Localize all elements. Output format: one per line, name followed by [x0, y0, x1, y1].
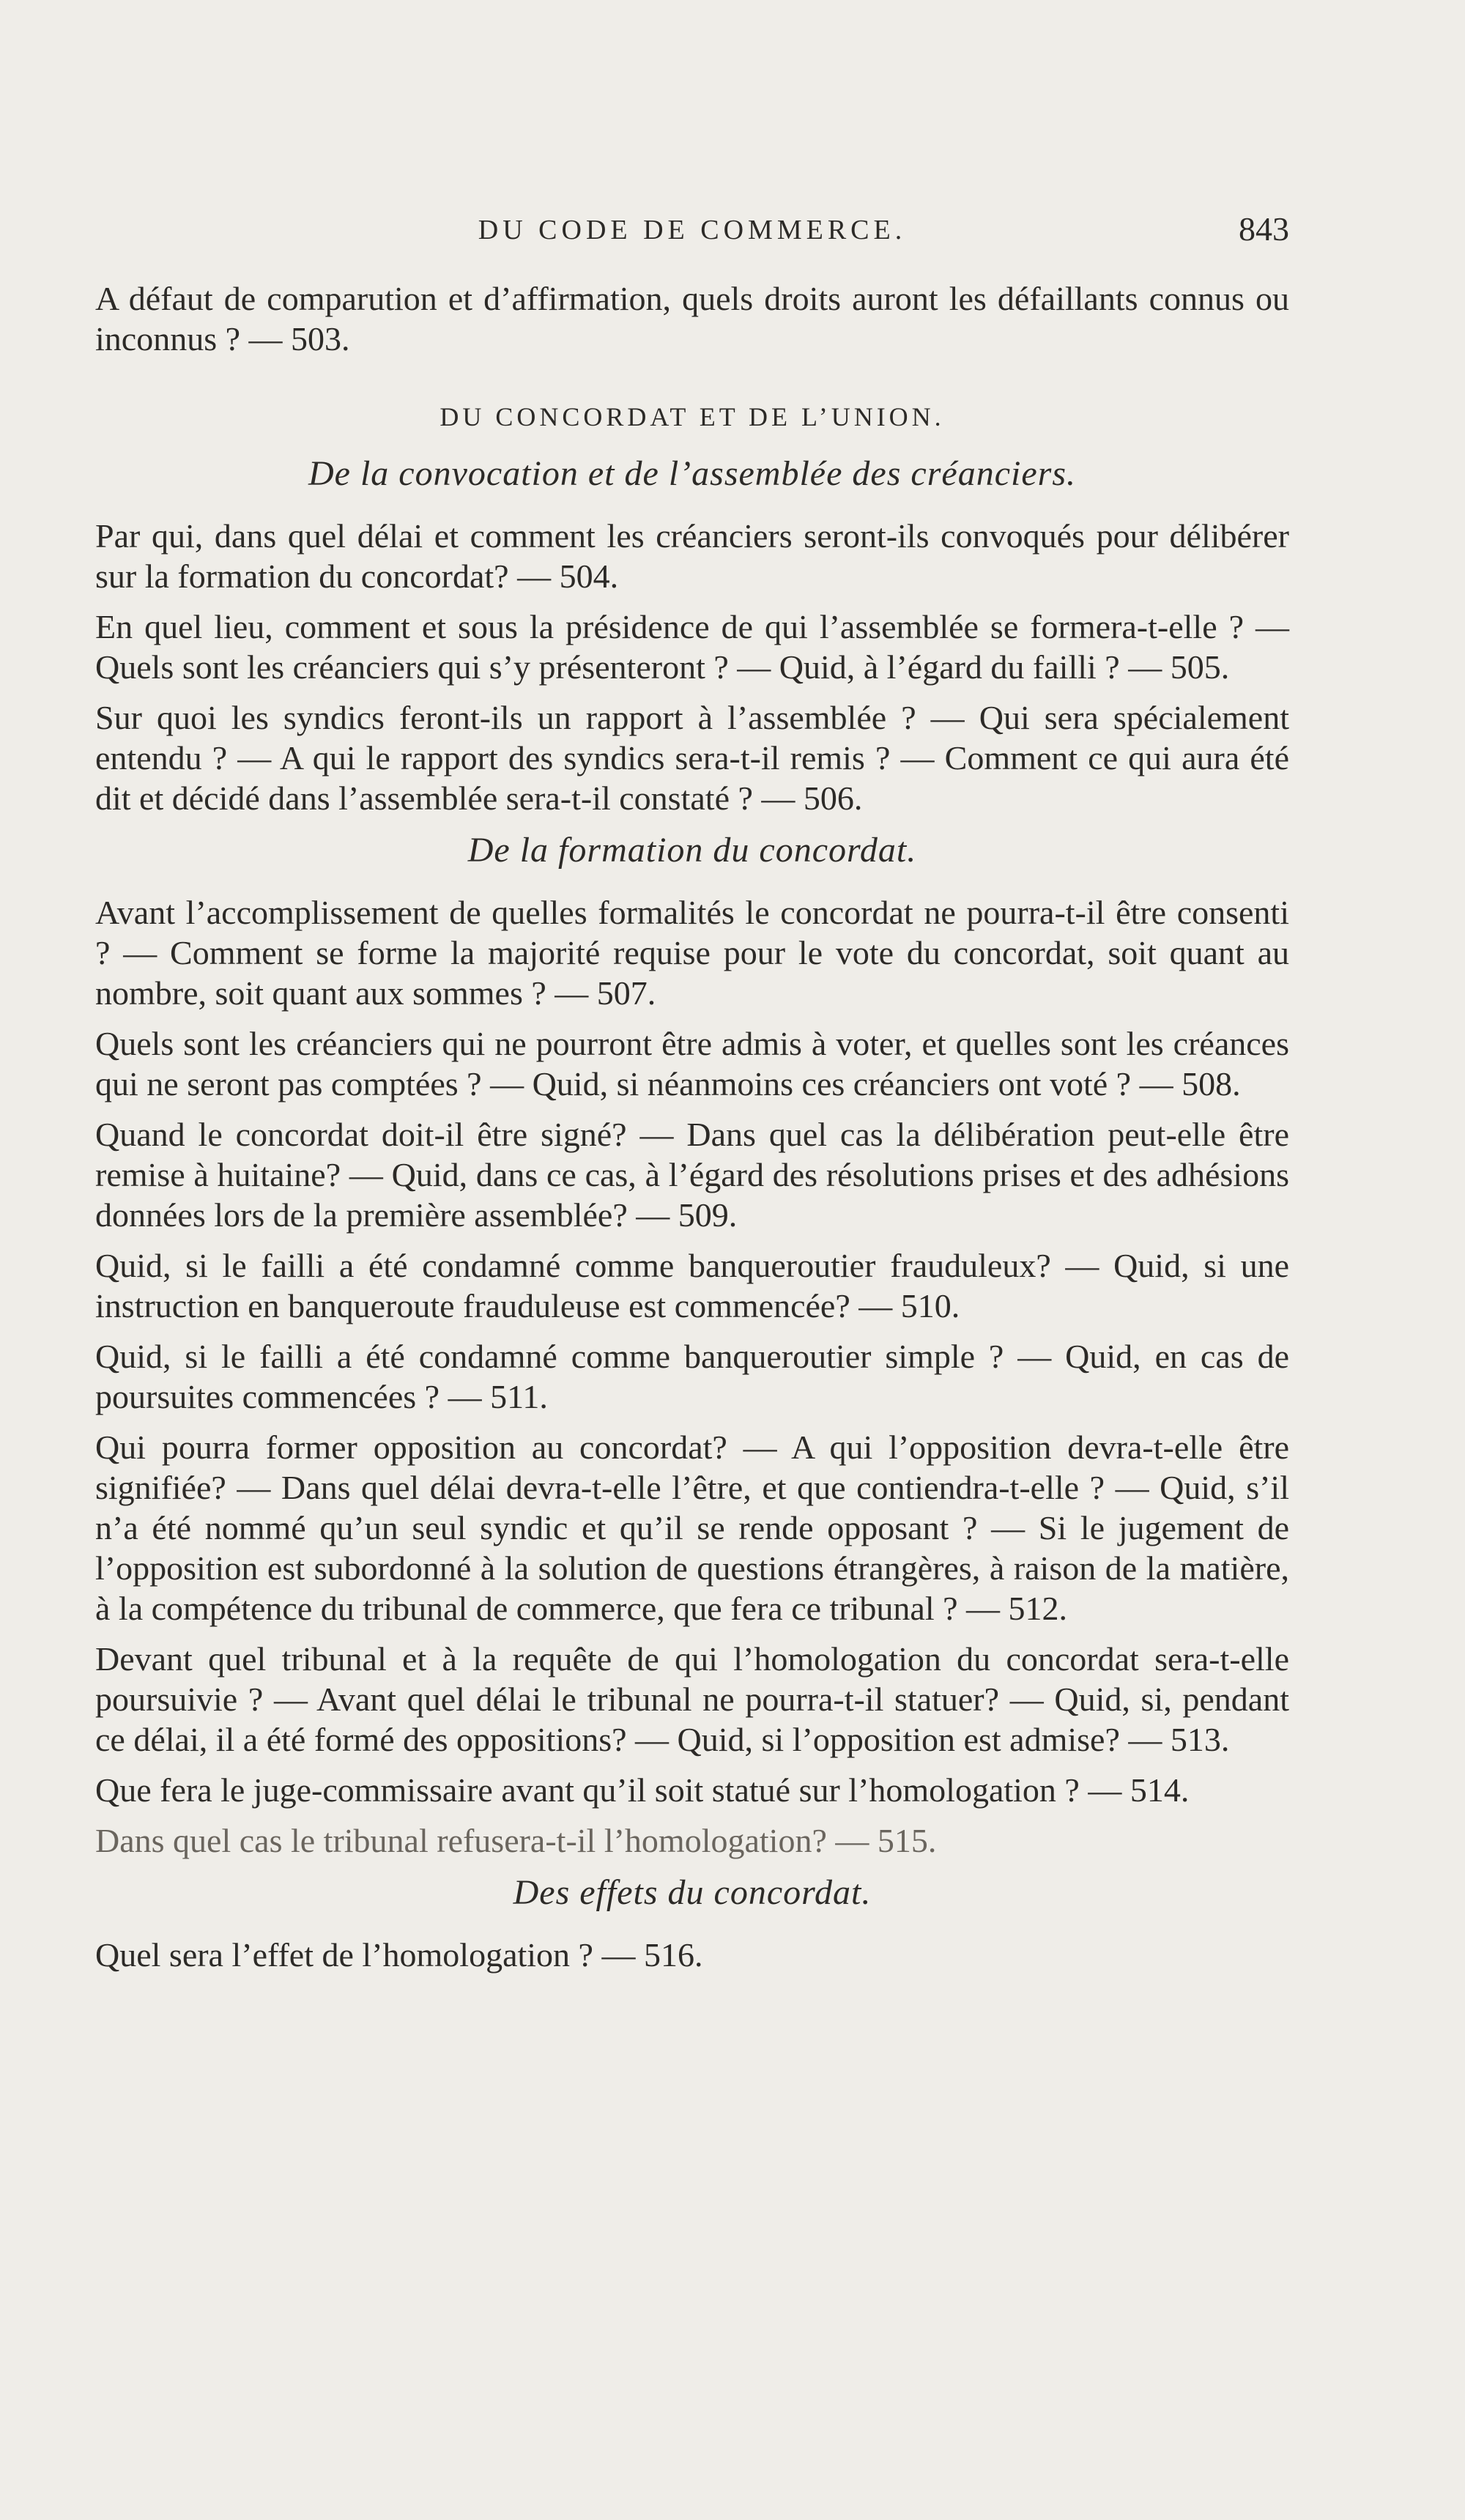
- paragraph-506: Sur quoi les syndics feront-ils un rapport à l’assemblée ? — Qui sera spécialement entendu ? — A qui le rapport des syndics sera-t-il remis ? — Comment ce qui aura été dit et décidé dans l’assemblée sera-t-il constaté ? — 506.: [95, 699, 1289, 817]
- paragraph-511: Quid, si le failli a été condamné comme banqueroutier simple ? — Quid, en cas de poursuites commencées ? — 511.: [95, 1338, 1289, 1415]
- paragraph-513: Devant quel tribunal et à la requête de qui l’homologation du concordat sera-t-elle poursuivie ? — Avant quel délai le tribunal ne pourra-t-il statuer? — Quid, si, pendant ce délai, il a été formé des oppositions? — Quid, si l’opposition est admise? — 513.: [95, 1640, 1289, 1758]
- paragraph-504: Par qui, dans quel délai et comment les créanciers seront-ils convoqués pour délibérer sur la formation du concordat? — 504.: [95, 517, 1289, 595]
- subtitle-convocation: De la convocation et de l’assemblée des créanciers.: [308, 454, 1076, 493]
- paragraph-512: Qui pourra former opposition au concordat? — A qui l’opposition devra-t-elle être signifiée? — Dans quel délai devra-t-elle l’être, et que contiendra-t-elle ? — Quid, s’il n’a été nommé qu’un seul syndic et qu’il se rende opposant ? — Si le jugement de l’opposition est subordonné à la solution de questions étrangères, à raison de la matière, à la compétence du tribunal de commerce, que fera ce tribunal ? — 512.: [95, 1428, 1289, 1627]
- running-title: DU CODE DE COMMERCE.: [478, 215, 907, 245]
- paragraph-509: Quand le concordat doit-il être signé? — Dans quel cas la délibération peut-elle être remise à huitaine? — Quid, dans ce cas, à l’égard des résolutions prises et des adhésions données lors de la première assemblée? — 509.: [95, 1116, 1289, 1234]
- section-title-concordat-union: DU CONCORDAT ET DE L’UNION.: [440, 402, 945, 431]
- running-header: [95, 210, 1289, 258]
- page-number: 843: [1239, 210, 1289, 248]
- paragraph-510: Quid, si le failli a été condamné comme banqueroutier frauduleux? — Quid, si une instruction en banqueroute frauduleuse est commencée? — 510.: [95, 1247, 1289, 1324]
- paragraph-505: En quel lieu, comment et sous la présidence de qui l’assemblée se formera-t-elle ? — Quels sont les créanciers qui s’y présenteront ? — Quid, à l’égard du failli ? — 505.: [95, 608, 1289, 686]
- subtitle-effets: Des effets du concordat.: [513, 1873, 872, 1912]
- paragraph-514: Que fera le juge-commissaire avant qu’il soit statué sur l’homologation ? — 514.: [95, 1771, 1190, 1809]
- paragraph-507: Avant l’accomplissement de quelles formalités le concordat ne pourra-t-il être consenti ? — Comment se forme la majorité requise pour le vote du concordat, soit quant au nombre, soit quant aux sommes ? — 507.: [95, 894, 1289, 1012]
- subtitle-formation: De la formation du concordat.: [467, 831, 917, 870]
- page-body: [95, 278, 1289, 1985]
- paragraph-508: Quels sont les créanciers qui ne pourront être admis à voter, et quelles sont les créances qui ne seront pas comptées ? — Quid, si néanmoins ces créanciers ont voté ? — 508.: [95, 1025, 1289, 1102]
- paragraph-515: Dans quel cas le tribunal refusera-t-il l’homologation? — 515.: [95, 1822, 937, 1859]
- paragraph-516: Quel sera l’effet de l’homologation ? — 516.: [95, 1936, 703, 1974]
- paragraph-503: A défaut de comparution et d’affirmation, quels droits auront les défaillants connus ou inconnus ? — 503.: [95, 280, 1289, 357]
